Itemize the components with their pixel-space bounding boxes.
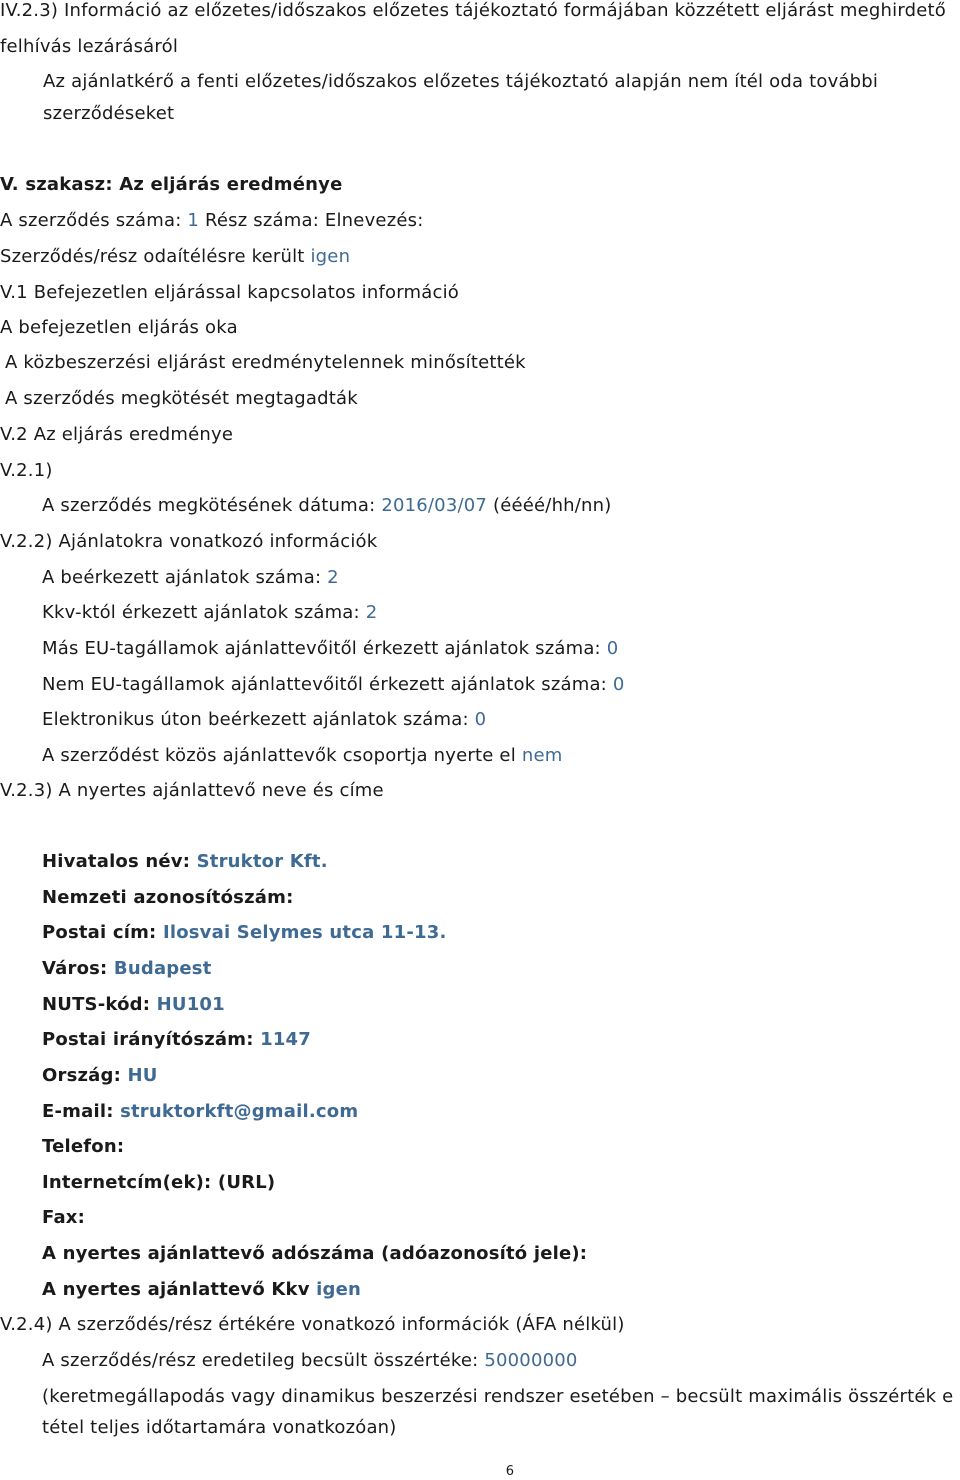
awarded-value: igen <box>310 246 351 267</box>
winner-label: NUTS-kód: <box>42 994 151 1015</box>
winner-label: Hivatalos név: <box>42 851 191 872</box>
contract-number-line <box>0 210 423 232</box>
offers-row <box>42 674 625 696</box>
offers-row <box>42 638 618 660</box>
contract-number-label: A szerződés száma: <box>0 210 182 231</box>
iv23-note-line-2: szerződéseket <box>43 103 175 124</box>
winner-row <box>42 1279 361 1301</box>
offers-value: 2 <box>365 602 378 623</box>
offers-row <box>42 745 562 767</box>
v21-heading: V.2.1) <box>0 460 53 481</box>
winner-row <box>42 1136 124 1158</box>
estimate-note-line-1: (keretmegállapodás vagy dinamikus beszerzési rendszer esetében – becsült maximális összérték e <box>42 1386 954 1407</box>
winner-row <box>42 922 447 944</box>
iv23-heading-line-2: felhívás lezárásáról <box>0 36 179 57</box>
winner-label: E-mail: <box>42 1101 114 1122</box>
awarded-line <box>0 246 350 268</box>
winner-row <box>42 1172 275 1194</box>
offers-value: 2 <box>327 567 339 588</box>
contract-date-line <box>42 495 612 517</box>
winner-label: Fax: <box>42 1207 85 1228</box>
offers-value: 0 <box>612 674 625 695</box>
winner-row <box>42 1065 158 1087</box>
estimate-value: 50000000 <box>484 1350 578 1371</box>
contract-date-format: (éééé/hh/nn) <box>492 495 612 516</box>
contract-number-value: 1 <box>187 210 200 231</box>
offers-label: Nem EU-tagállamok ajánlattevőitől érkezett ajánlatok száma: <box>42 674 607 695</box>
contract-date-label: A szerződés megkötésének dátuma: <box>42 495 376 516</box>
v24-heading: V.2.4) A szerződés/rész értékére vonatkozó információk (ÁFA nélkül) <box>0 1314 625 1335</box>
offers-label: A szerződést közös ajánlattevők csoportja nyerte el <box>42 745 516 766</box>
winner-value: Struktor Kft. <box>196 851 328 872</box>
offers-label: Más EU-tagállamok ajánlattevőitől érkezett ajánlatok száma: <box>42 638 601 659</box>
winner-email-value: struktorkft@gmail.com <box>120 1101 359 1122</box>
contract-date-value: 2016/03/07 <box>381 495 488 516</box>
winner-row <box>42 994 225 1016</box>
part-name-label: Rész száma: Elnevezés: <box>204 210 424 231</box>
section-v-title: V. szakasz: Az eljárás eredménye <box>0 174 343 195</box>
winner-label: Ország: <box>42 1065 121 1086</box>
v23-heading: V.2.3) A nyertes ajánlattevő neve és címe <box>0 780 384 801</box>
winner-value: Ilosvai Selymes utca 11-13. <box>162 922 447 943</box>
v1-reason-1: A közbeszerzési eljárást eredménytelennek minősítették <box>5 352 526 373</box>
offers-label: Kkv-któl érkezett ajánlatok száma: <box>42 602 360 623</box>
winner-value: 1147 <box>260 1029 312 1050</box>
winner-value: HU <box>127 1065 158 1086</box>
offers-value: 0 <box>606 638 619 659</box>
winner-value: HU101 <box>156 994 225 1015</box>
winner-row <box>42 887 293 909</box>
offers-label: A beérkezett ajánlatok száma: <box>42 567 322 588</box>
offers-value: nem <box>521 745 563 766</box>
winner-label: Város: <box>42 958 108 979</box>
offers-label: Elektronikus úton beérkezett ajánlatok száma: <box>42 709 469 730</box>
winner-label: Telefon: <box>42 1136 125 1157</box>
winner-row <box>42 1101 358 1123</box>
winner-value: Budapest <box>113 958 212 979</box>
offers-row <box>42 567 339 589</box>
v22-heading: V.2.2) Ajánlatokra vonatkozó információk <box>0 531 378 552</box>
winner-label: Postai irányítószám: <box>42 1029 254 1050</box>
winner-label: A nyertes ajánlattevő Kkv <box>42 1279 310 1300</box>
winner-label: Postai cím: <box>42 922 157 943</box>
winner-value: igen <box>316 1279 362 1300</box>
winner-row <box>42 1029 311 1051</box>
offers-row <box>42 709 486 731</box>
estimate-line <box>42 1350 578 1372</box>
winner-label: A nyertes ajánlattevő adószáma (adóazonosító jele): <box>42 1243 588 1264</box>
winner-label: Nemzeti azonosítószám: <box>42 887 294 908</box>
winner-label: Internetcím(ek): (URL) <box>42 1172 276 1193</box>
v1-reason-2: A szerződés megkötését megtagadták <box>5 388 358 409</box>
winner-row <box>42 851 328 873</box>
winner-row <box>42 958 212 980</box>
offers-value: 0 <box>474 709 487 730</box>
iv23-heading-line-1: IV.2.3) Információ az előzetes/időszakos előzetes tájékoztató formájában közzétett eljárást meghirdető <box>0 0 946 21</box>
estimate-note-line-2: tétel teljes időtartamára vonatkozóan) <box>42 1417 397 1438</box>
v2-heading: V.2 Az eljárás eredménye <box>0 424 234 445</box>
page-number: 6 <box>505 1464 515 1479</box>
offers-row <box>42 602 377 624</box>
v1-reason-label: A befejezetlen eljárás oka <box>0 317 238 338</box>
estimate-label: A szerződés/rész eredetileg becsült összértéke: <box>42 1350 479 1371</box>
iv23-note-line-1: Az ajánlatkérő a fenti előzetes/időszakos előzetes tájékoztató alapján nem ítél oda további <box>43 71 879 92</box>
winner-row <box>42 1207 85 1229</box>
awarded-label: Szerződés/rész odaítélésre került <box>0 246 305 267</box>
v1-heading: V.1 Befejezetlen eljárással kapcsolatos információ <box>0 282 459 303</box>
winner-row <box>42 1243 587 1265</box>
